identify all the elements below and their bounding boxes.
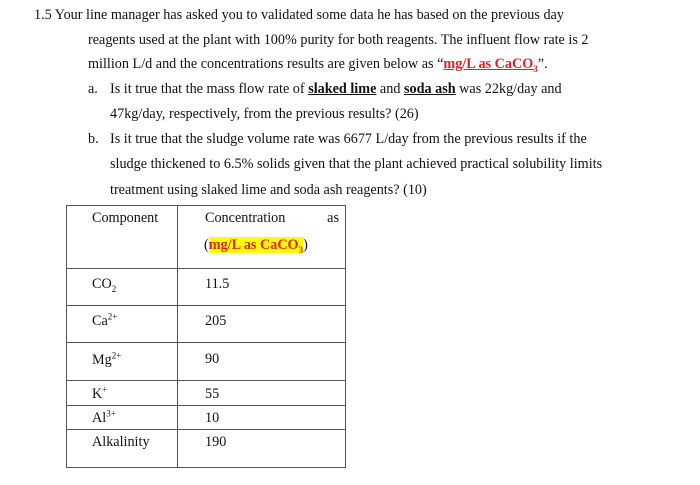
- part-a-label: a.: [88, 81, 98, 97]
- question-line-1: [34, 8, 564, 22]
- intro-text: Your line manager has asked you to validated some data he has based on the previous day: [54, 7, 564, 23]
- table-header-row: [67, 206, 346, 269]
- part-b-line-1: Is it true that the sludge volume rate was 6677 L/day from the previous results if the: [110, 131, 587, 147]
- soda-ash-term: soda ash: [403, 81, 456, 97]
- table-row: K+ 55: [67, 381, 346, 406]
- table-row: $CO_2$ 11.5: [67, 269, 346, 306]
- units-highlight: mg/L as CaCO$_3$: [443, 56, 538, 74]
- header-component: Component: [67, 206, 178, 269]
- table-row: $Mg^{2+}$ 90: [67, 343, 346, 381]
- part-b-line-3: treatment using slaked lime and soda ash reagents? (10): [110, 182, 427, 198]
- header-units: (mg/L as CaCO$_3$): [204, 237, 308, 255]
- table-row: Alkalinity 190: [67, 430, 346, 468]
- header-as: as: [327, 210, 339, 226]
- header-concentration: Concentration as (mg/L as CaCO$_3$): [178, 206, 346, 269]
- part-a-line-1: Is it true that the mass flow rate of slaked lime and soda ash was 22kg/day and: [110, 81, 562, 97]
- table-row: $Al^{3+}$ 10: [67, 406, 346, 430]
- part-a-line-2: 47kg/day, respectively, from the previous results? (26): [110, 106, 419, 122]
- question-line-3: million L/d and the concentrations results are given below as “mg/L as CaCO$_3$”.: [88, 56, 548, 74]
- question-line-2: reagents used at the plant with 100% purity for both reagents. The influent flow rate is 2: [88, 32, 589, 48]
- question-number: 1.5: [34, 7, 52, 23]
- concentration-table: [66, 205, 346, 468]
- table-row: $Ca^{2+}$ 205: [67, 306, 346, 343]
- part-b-label: b.: [88, 131, 99, 147]
- slaked-lime-term: slaked lime: [308, 81, 377, 97]
- part-b-line-2: sludge thickened to 6.5% solids given that the plant achieved practical solubility limits: [110, 156, 603, 172]
